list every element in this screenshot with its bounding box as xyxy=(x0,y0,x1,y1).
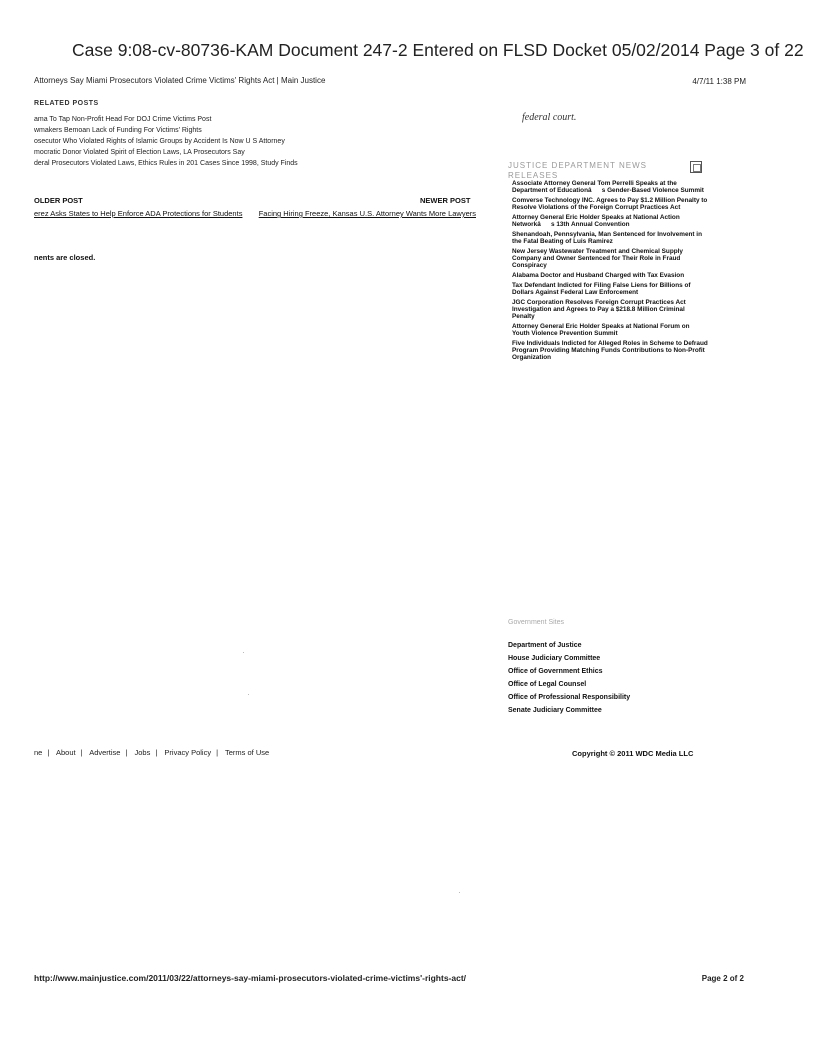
related-posts-heading: RELATED POSTS xyxy=(34,100,99,107)
scan-speck xyxy=(459,892,460,893)
gov-site-link[interactable]: Office of Government Ethics xyxy=(508,668,603,675)
related-post-link[interactable]: osecutor Who Violated Rights of Islamic Groups by Accident Is Now U S Attorney xyxy=(34,138,285,145)
case-header: Case 9:08-cv-80736-KAM Document 247-2 Entered on FLSD Docket 05/02/2014 Page 3 of 22 xyxy=(72,40,804,60)
news-release-link[interactable]: Comverse Technology INC. Agrees to Pay $1.2 Million Penalty to Resolve Violations of the Foreign Corrupt Practices Act xyxy=(512,197,708,211)
news-release-link[interactable]: Five Individuals Indicted for Alleged Roles in Scheme to Defraud Program Providing Matching Funds Contributions to Non-Profit Organization xyxy=(512,340,708,361)
gov-site-link[interactable]: Department of Justice xyxy=(508,642,582,649)
gov-site-link[interactable]: House Judiciary Committee xyxy=(508,655,601,662)
footer-link-home[interactable]: ne xyxy=(34,748,43,757)
news-release-link[interactable]: Associate Attorney General Tom Perrelli Speaks at the Department of Educationâs Gender-Based Violence Summit xyxy=(512,180,704,194)
news-release-link[interactable]: New Jersey Wastewater Treatment and Chemical Supply Company and Owner Sentenced for Their Role in Fraud Conspiracy xyxy=(512,248,683,269)
federal-court-text: federal court. xyxy=(522,112,577,123)
footer-link-advertise[interactable]: Advertise xyxy=(89,748,121,757)
newer-post-label: NEWER POST xyxy=(420,196,471,205)
government-sites-list xyxy=(508,642,630,720)
footer-links: ne | About | Advertise | Jobs | Privacy Policy | Terms of Use xyxy=(34,748,270,757)
copyright: Copyright © 2011 WDC Media LLC xyxy=(572,749,694,758)
page-number: Page 2 of 2 xyxy=(701,974,744,983)
scan-speck xyxy=(243,652,244,653)
news-releases-list xyxy=(512,180,708,364)
news-releases-heading: JUSTICE DEPARTMENT NEWS RELEASES xyxy=(508,161,648,180)
related-post-link[interactable]: deral Prosecutors Violated Laws, Ethics Rules in 201 Cases Since 1998, Study Finds xyxy=(34,160,298,167)
footer-link-terms[interactable]: Terms of Use xyxy=(225,748,270,757)
footer-link-jobs[interactable]: Jobs xyxy=(134,748,151,757)
page-url: http://www.mainjustice.com/2011/03/22/attorneys-say-miami-prosecutors-violated-crime-victims'-rights-act/ xyxy=(34,973,467,983)
news-release-link[interactable]: Shenandoah, Pennsylvania, Man Sentenced for Involvement in the Fatal Beating of Luis Ramirez xyxy=(512,231,702,245)
footer-link-about[interactable]: About xyxy=(55,748,76,757)
gov-site-link[interactable]: Office of Professional Responsibility xyxy=(508,694,631,701)
news-release-link[interactable]: Tax Defendant Indicted for Filing False Liens for Billions of Dollars Against Federal Law Enforcement xyxy=(512,282,691,296)
newer-post-link[interactable]: Facing Hiring Freeze, Kansas U.S. Attorney Wants More Lawyers xyxy=(258,209,476,218)
print-date: 4/7/11 1:38 PM xyxy=(692,77,746,86)
scan-speck xyxy=(248,694,249,695)
related-post-link[interactable]: wmakers Bemoan Lack of Funding For Victims' Rights xyxy=(34,127,202,134)
related-post-link[interactable]: mocratic Donor Violated Spirit of Election Laws, LA Prosecutors Say xyxy=(34,149,245,156)
related-posts-list xyxy=(34,116,298,171)
gov-site-link[interactable]: Office of Legal Counsel xyxy=(508,681,587,688)
gov-site-link[interactable]: Senate Judiciary Committee xyxy=(508,707,602,714)
news-release-link[interactable]: JGC Corporation Resolves Foreign Corrupt Practices Act Investigation and Agrees to Pay a $218.8 Million Criminal Penalty xyxy=(512,299,686,320)
rss-feed-icon[interactable] xyxy=(690,161,702,173)
news-release-link[interactable]: Attorney General Eric Holder Speaks at National Forum on Youth Violence Prevention Summit xyxy=(512,323,690,337)
government-sites-heading: Government Sites xyxy=(508,619,565,626)
comments-closed-notice: nents are closed. xyxy=(34,253,96,262)
footer-link-privacy[interactable]: Privacy Policy xyxy=(164,748,212,757)
news-release-link[interactable]: Attorney General Eric Holder Speaks at National Action Networkâs 13th Annual Convention xyxy=(512,214,680,228)
older-post-link[interactable]: erez Asks States to Help Enforce ADA Protections for Students xyxy=(34,209,243,218)
related-post-link[interactable]: ama To Tap Non-Profit Head For DOJ Crime Victims Post xyxy=(34,116,212,123)
older-post-label: OLDER POST xyxy=(34,196,83,205)
news-release-link[interactable]: Alabama Doctor and Husband Charged with Tax Evasion xyxy=(512,272,685,279)
print-title: Attorneys Say Miami Prosecutors Violated Crime Victims' Rights Act | Main Justice xyxy=(34,76,326,85)
